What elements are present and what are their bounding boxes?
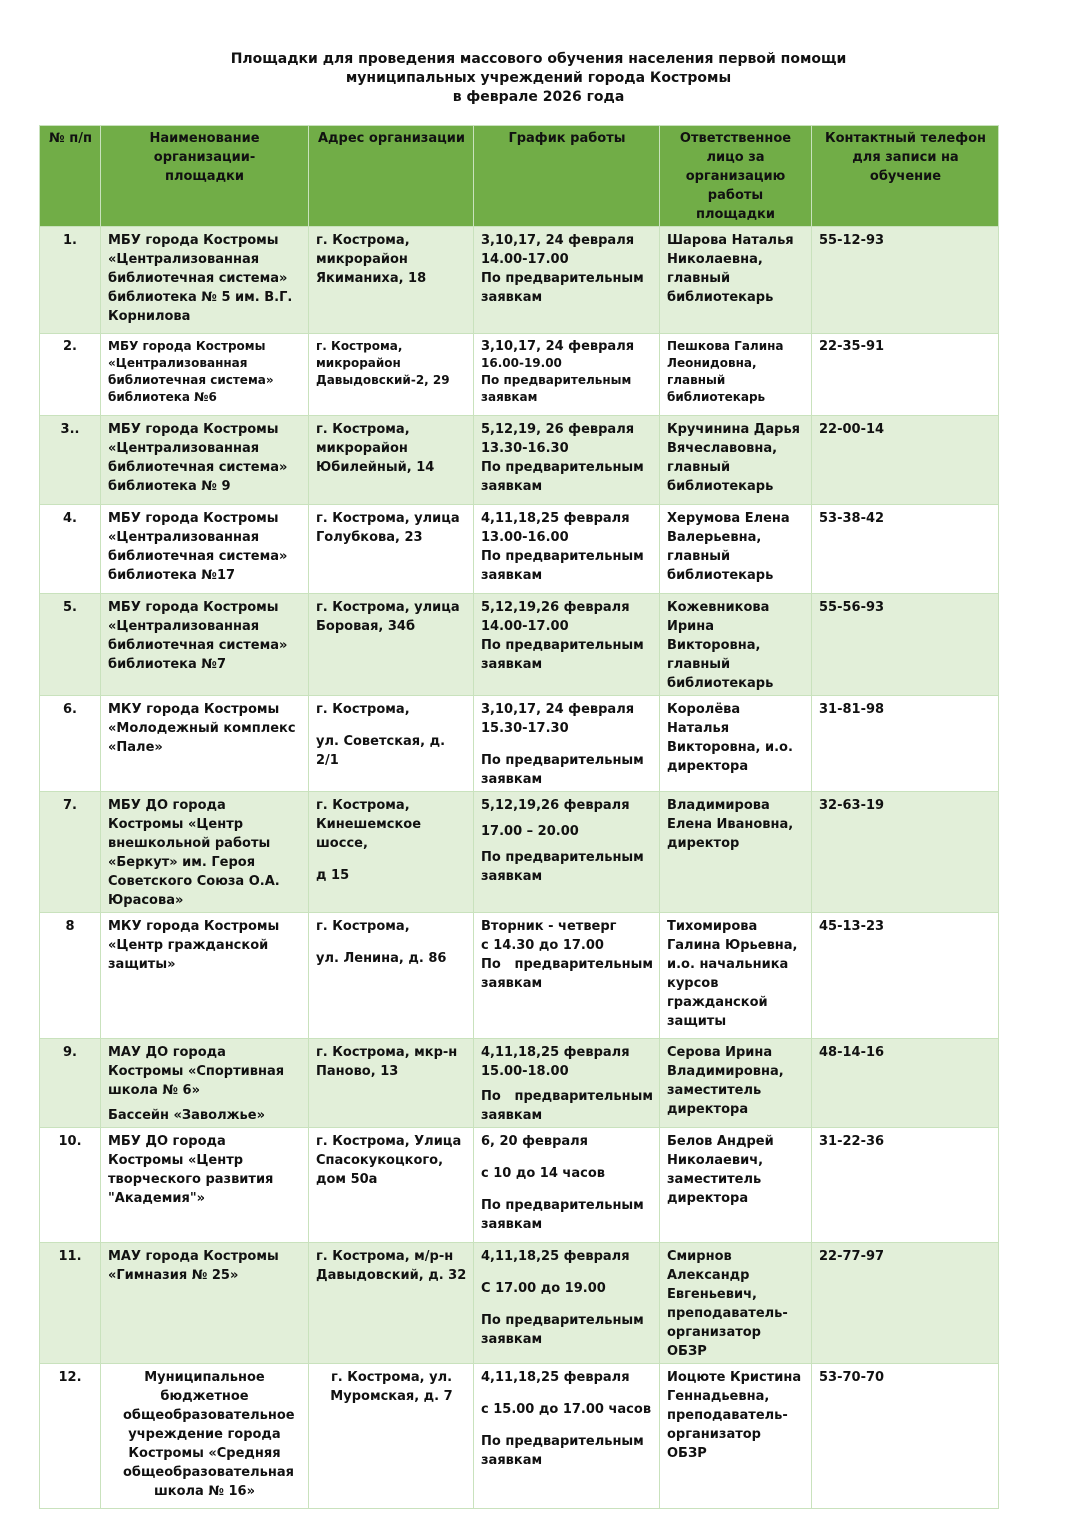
row-address xyxy=(309,792,474,913)
row-schedule xyxy=(474,594,660,696)
row-num: 2. xyxy=(40,334,101,416)
schedule-dates: 4,11,18,25 февраля xyxy=(481,1370,630,1385)
schedule-dates: 3,10,17, 24 февраля xyxy=(481,339,635,354)
table-row xyxy=(40,1128,999,1243)
row-address: г. Кострома, микрорайон Юбилейный, 14 xyxy=(309,416,474,505)
row-phone: 22-00-14 xyxy=(812,416,999,505)
row-name: МБУ ДО города Костромы «Центр внешкольной работы «Беркут» им. Героя Советского Союза О.А. Юрасова» xyxy=(101,792,309,913)
schedule-dates: 5,12,19,26 февраля xyxy=(481,798,630,813)
address-line-2: д 15 xyxy=(316,868,350,883)
schedule-dates: 4,11,18,25 февраля xyxy=(481,1249,630,1264)
row-phone: 55-56-93 xyxy=(812,594,999,696)
row-num: 8 xyxy=(40,913,101,1039)
table-header-row xyxy=(40,126,999,227)
page-title xyxy=(0,50,1077,107)
table-row xyxy=(40,696,999,792)
row-name: МБУ города Костромы «Централизованная библиотечная система» библиотека №7 xyxy=(101,594,309,696)
row-num: 3.. xyxy=(40,416,101,505)
row-phone: 53-38-42 xyxy=(812,505,999,594)
row-schedule xyxy=(474,696,660,792)
schedule-note: По предварительным заявкам xyxy=(481,271,644,305)
row-address: г. Кострома, мкр-н Паново, 13 xyxy=(309,1039,474,1128)
row-schedule xyxy=(474,505,660,594)
row-num: 11. xyxy=(40,1243,101,1364)
address-line-2: ул. Советская, д. 2/1 xyxy=(316,734,446,768)
address-line-1: г. Кострома, xyxy=(316,919,410,934)
row-name: МАУ города Костромы «Гимназия № 25» xyxy=(101,1243,309,1364)
table-row xyxy=(40,1243,999,1364)
schedule-time: 13.30-16.30 xyxy=(481,441,569,456)
address-line-2: ул. Ленина, д. 86 xyxy=(316,951,447,966)
schedule-time: 14.00-17.00 xyxy=(481,252,569,267)
table-row xyxy=(40,334,999,416)
table-row xyxy=(40,1039,999,1128)
schedule-dates: 4,11,18,25 февраля xyxy=(481,511,630,526)
row-responsible: Тихомирова Галина Юрьевна, и.о. начальника курсов гражданской защиты xyxy=(660,913,812,1039)
row-name: МКУ города Костромы «Центр гражданской защиты» xyxy=(101,913,309,1039)
header-num: № п/п xyxy=(40,126,101,227)
schedule-time: 17.00 – 20.00 xyxy=(481,824,579,839)
row-num: 4. xyxy=(40,505,101,594)
row-num: 9. xyxy=(40,1039,101,1128)
row-phone: 32-63-19 xyxy=(812,792,999,913)
schedule-note: По предварительным заявкам xyxy=(481,1198,644,1232)
header-address: Адрес организации xyxy=(309,126,474,227)
schedule-dates: 4,11,18,25 февраля xyxy=(481,1045,630,1060)
schedule-dates: 5,12,19,26 февраля xyxy=(481,600,630,615)
row-address: г. Кострома, микрорайон Давыдовский-2, 29 xyxy=(309,334,474,416)
schedule-dates: 5,12,19, 26 февраля xyxy=(481,422,635,437)
row-responsible: Пешкова Галина Леонидовна, главный библиотекарь xyxy=(660,334,812,416)
schedule-note: По предварительным заявкам xyxy=(481,850,644,884)
row-responsible: Серова Ирина Владимировна, заместитель директора xyxy=(660,1039,812,1128)
row-phone: 22-77-97 xyxy=(812,1243,999,1364)
row-phone: 53-70-70 xyxy=(812,1364,999,1509)
row-schedule xyxy=(474,913,660,1039)
row-phone: 31-22-36 xyxy=(812,1128,999,1243)
row-schedule xyxy=(474,1364,660,1509)
row-phone: 48-14-16 xyxy=(812,1039,999,1128)
row-schedule xyxy=(474,1039,660,1128)
schedule-time: 16.00-19.00 xyxy=(481,356,562,370)
table-row xyxy=(40,227,999,334)
row-responsible: Владимирова Елена Ивановна, директор xyxy=(660,792,812,913)
schedule-note: По предварительным заявкам xyxy=(481,549,644,583)
row-responsible: Иоцюте Кристина Геннадьевна, преподаватель-организатор ОБЗР xyxy=(660,1364,812,1509)
row-phone: 45-13-23 xyxy=(812,913,999,1039)
row-responsible: Херумова Елена Валерьевна, главный библиотекарь xyxy=(660,505,812,594)
row-num: 12. xyxy=(40,1364,101,1509)
name-line-2: Бассейн «Заволжье» xyxy=(108,1108,265,1123)
row-responsible: Шарова Наталья Николаевна, главный библиотекарь xyxy=(660,227,812,334)
row-num: 5. xyxy=(40,594,101,696)
table-row xyxy=(40,792,999,913)
row-name: МКУ города Костромы «Молодежный комплекс «Пале» xyxy=(101,696,309,792)
row-name: МБУ города Костромы «Централизованная библиотечная система» библиотека № 9 xyxy=(101,416,309,505)
schedule-note: По предварительным заявкам xyxy=(481,753,644,787)
address-line-1: г. Кострома, Кинешемское шоссе, xyxy=(316,798,422,851)
row-schedule xyxy=(474,792,660,913)
row-name: МБУ города Костромы «Централизованная библиотечная система» библиотека № 5 им. В.Г. Корнилова xyxy=(101,227,309,334)
title-line-3: в феврале 2026 года xyxy=(452,89,625,105)
row-num: 6. xyxy=(40,696,101,792)
row-responsible: Белов Андрей Николаевич, заместитель директора xyxy=(660,1128,812,1243)
schedule-dates: 3,10,17, 24 февраля xyxy=(481,233,635,248)
row-name: МБУ города Костромы «Централизованная библиотечная система» библиотека №17 xyxy=(101,505,309,594)
schedule-dates: 3,10,17, 24 февраля xyxy=(481,702,635,717)
table-row xyxy=(40,594,999,696)
schedule-note: По предварительным заявкам xyxy=(481,1089,653,1123)
row-num: 1. xyxy=(40,227,101,334)
row-address: г. Кострома, м/р-н Давыдовский, д. 32 xyxy=(309,1243,474,1364)
header-responsible: Ответственное лицо за организацию работы площадки xyxy=(660,126,812,227)
row-address: г. Кострома, улица Голубкова, 23 xyxy=(309,505,474,594)
schedule-time: с 15.00 до 17.00 часов xyxy=(481,1402,652,1417)
table-row xyxy=(40,1364,999,1509)
row-address: г. Кострома, Улица Спасокукоцкого, дом 50а xyxy=(309,1128,474,1243)
name-line-1: МАУ ДО города Костромы «Спортивная школа № 6» xyxy=(108,1045,285,1098)
row-address xyxy=(309,913,474,1039)
row-phone: 31-81-98 xyxy=(812,696,999,792)
schedule-note: По предварительным заявкам xyxy=(481,373,632,404)
row-name: МБУ города Костромы «Централизованная библиотечная система» библиотека №6 xyxy=(101,334,309,416)
schedule-dates: 6, 20 февраля xyxy=(481,1134,589,1149)
row-name: Муниципальное бюджетное общеобразовательное учреждение города Костромы «Средняя общеобразовательная школа № 16» xyxy=(101,1364,309,1509)
row-address: г. Кострома, микрорайон Якиманиха, 18 xyxy=(309,227,474,334)
schedule-dates: Вторник - четверг xyxy=(481,919,617,934)
address-line-1: г. Кострома, xyxy=(316,702,410,717)
table-row xyxy=(40,416,999,505)
row-responsible: Кручинина Дарья Вячеславовна, главный библиотекарь xyxy=(660,416,812,505)
row-schedule xyxy=(474,227,660,334)
schedule-time: 15.30-17.30 xyxy=(481,721,569,736)
row-phone: 22-35-91 xyxy=(812,334,999,416)
row-responsible: Кожевникова Ирина Викторовна, главный библиотекарь xyxy=(660,594,812,696)
row-responsible: Королёва Наталья Викторовна, и.о. директора xyxy=(660,696,812,792)
table-row xyxy=(40,913,999,1039)
header-name: Наименование организации-площадки xyxy=(101,126,309,227)
title-line-1: Площадки для проведения массового обучения населения первой помощи xyxy=(230,51,847,67)
schedule-time: 15.00-18.00 xyxy=(481,1064,569,1079)
venues-table xyxy=(39,125,999,1509)
row-address: г. Кострома, улица Боровая, 34б xyxy=(309,594,474,696)
row-phone: 55-12-93 xyxy=(812,227,999,334)
schedule-time: 14.00-17.00 xyxy=(481,619,569,634)
row-responsible: Смирнов Александр Евгеньевич, преподаватель-организатор ОБЗР xyxy=(660,1243,812,1364)
schedule-time: С 17.00 до 19.00 xyxy=(481,1281,606,1296)
schedule-note: По предварительным заявкам xyxy=(481,638,644,672)
header-phone: Контактный телефон для записи на обучение xyxy=(812,126,999,227)
schedule-note: По предварительным заявкам xyxy=(481,460,644,494)
row-name xyxy=(101,1039,309,1128)
row-name: МБУ ДО города Костромы «Центр творческого развития "Академия"» xyxy=(101,1128,309,1243)
schedule-time: 13.00-16.00 xyxy=(481,530,569,545)
schedule-time: с 10 до 14 часов xyxy=(481,1166,605,1181)
title-line-2: муниципальных учреждений города Костромы xyxy=(345,70,732,86)
schedule-note: По предварительным заявкам xyxy=(481,1313,644,1347)
schedule-note: По предварительным заявкам xyxy=(481,1434,644,1468)
row-schedule xyxy=(474,1243,660,1364)
row-num: 7. xyxy=(40,792,101,913)
row-num: 10. xyxy=(40,1128,101,1243)
schedule-note: По предварительным заявкам xyxy=(481,957,653,991)
row-schedule xyxy=(474,1128,660,1243)
row-schedule xyxy=(474,416,660,505)
row-address: г. Кострома, ул. Муромская, д. 7 xyxy=(309,1364,474,1509)
row-schedule xyxy=(474,334,660,416)
table-row xyxy=(40,505,999,594)
header-schedule: График работы xyxy=(474,126,660,227)
schedule-time: с 14.30 до 17.00 xyxy=(481,938,604,953)
row-address xyxy=(309,696,474,792)
